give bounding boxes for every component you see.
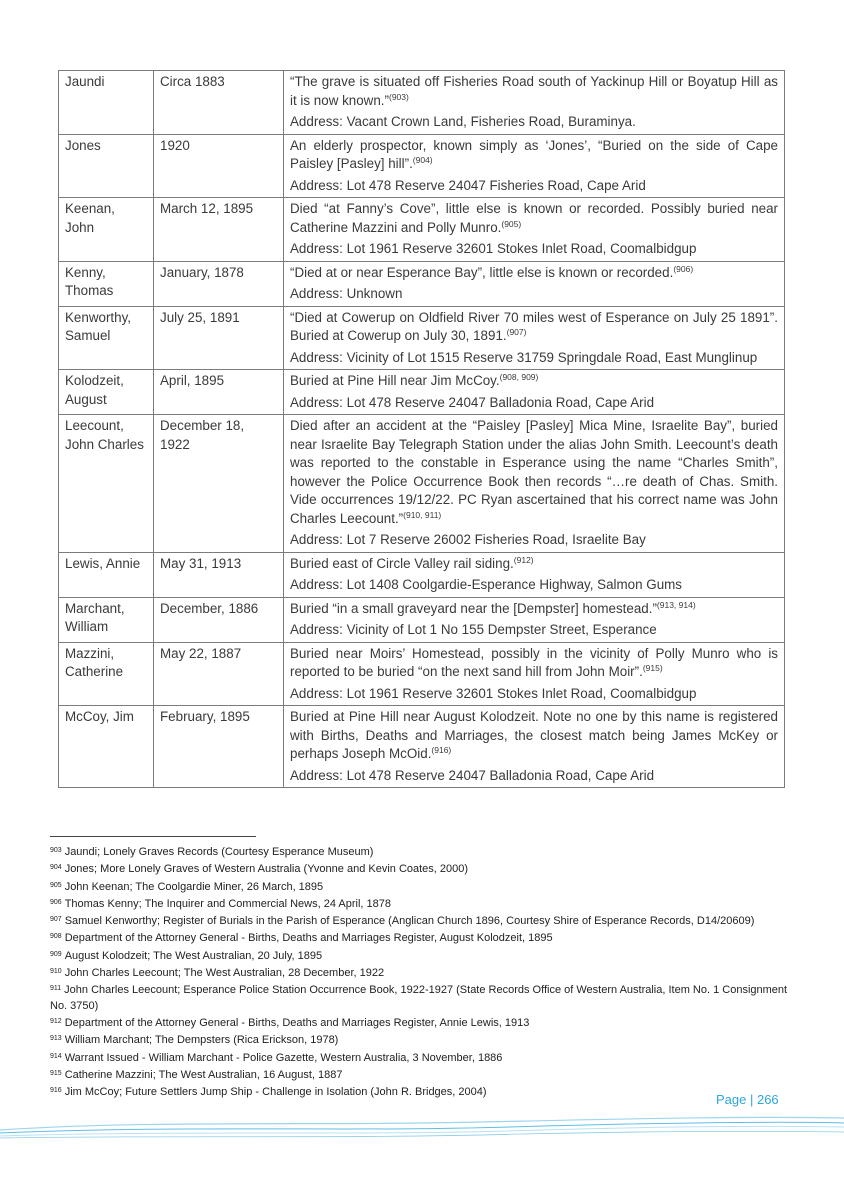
date-cell: 1920 [154, 134, 284, 198]
footnote-text: August Kolodzeit; The West Australian, 20 July, 1895 [64, 949, 323, 962]
description-cell [284, 415, 785, 553]
description-cell [284, 261, 785, 306]
description-text [290, 200, 778, 237]
table-row [59, 261, 785, 306]
date-cell: May 31, 1913 [154, 552, 284, 597]
description-text [290, 600, 778, 619]
footnote-number: 904 [50, 864, 62, 872]
name-cell: Marchant, William [59, 597, 154, 642]
description-body: Died after an accident at the “Paisley [Pasley] Mica Mine, Israelite Bay”, buried near Israelite Bay Telegraph Station under the alias John Smith. Leecount’s death was reported to the constable in Esperance using the name “Charles Smith”, however the Police Occurrence Book then records “…re death of Chas. Smith. Vide occurrences 19/12/22. PC Ryan ascertained that his correct name was John Charles Leecount.” [290, 418, 778, 526]
description-cell [284, 198, 785, 262]
table-row [59, 134, 785, 198]
address-text: Address: Lot 478 Reserve 24047 Balladonia Road, Cape Arid [290, 767, 655, 783]
footnote [50, 895, 790, 912]
footnote-text: Department of the Attorney General - Births, Deaths and Marriages Register, Annie Lewis, 1913 [64, 1016, 530, 1029]
table-row [59, 642, 785, 706]
footnote-number: 914 [50, 1052, 62, 1060]
name-cell: Kenny, Thomas [59, 261, 154, 306]
footer-wave-decoration [0, 1108, 844, 1148]
address-text: Address: Vicinity of Lot 1 No 155 Dempster Street, Esperance [290, 622, 657, 637]
footnote-text: Department of the Attorney General - Births, Deaths and Marriages Register, August Kolodzeit, 1895 [64, 932, 553, 945]
table-row [59, 415, 785, 553]
footnote [50, 912, 790, 929]
footnote-number: 916 [50, 1087, 62, 1095]
description-cell [284, 706, 785, 788]
footnote [50, 860, 790, 877]
footnote-reference: (910, 911) [403, 509, 442, 520]
footnote [50, 964, 790, 981]
date-cell: Circa 1883 [154, 71, 284, 135]
name-cell: Jones [59, 134, 154, 198]
table-row [59, 370, 785, 415]
footnote-text: Catherine Mazzini; The West Australian, 16 August, 1887 [64, 1068, 343, 1081]
address-text: Address: Unknown [290, 286, 403, 301]
description-body: Buried at Pine Hill near August Kolodzeit. Note no one by this name is registered with Births, Deaths and Marriages, the closest match being James McKey or perhaps Joseph McOid. [290, 709, 778, 761]
description-cell [284, 370, 785, 415]
graves-table-body [59, 71, 785, 788]
footnote-number: 908 [50, 933, 62, 941]
page-number: Page | 266 [716, 1092, 779, 1107]
date-cell: April, 1895 [154, 370, 284, 415]
description-cell [284, 642, 785, 706]
table-row [59, 597, 785, 642]
footnote-reference: (904) [412, 155, 433, 165]
footnote [50, 1014, 790, 1031]
address-text: Address: Lot 1408 Coolgardie-Esperance Highway, Salmon Gums [290, 577, 683, 592]
footnote-text: Jones; More Lonely Graves of Western Australia (Yvonne and Kevin Coates, 2000) [64, 863, 469, 876]
address-text: Address: Vacant Crown Land, Fisheries Road, Buraminya. [290, 114, 636, 129]
description-text [290, 73, 778, 110]
footnote-reference: (908, 909) [499, 372, 539, 382]
description-text [290, 137, 778, 174]
table-row [59, 198, 785, 262]
description-cell [284, 552, 785, 597]
footnote-reference: (905) [501, 218, 522, 229]
date-cell: December, 1886 [154, 597, 284, 642]
name-cell: Lewis, Annie [59, 552, 154, 597]
footnote [50, 1031, 790, 1048]
description-cell [284, 306, 785, 370]
footnote-text: Warrant Issued - William Marchant - Police Gazette, Western Australia, 3 November, 1886 [64, 1051, 503, 1064]
footnote [50, 843, 790, 860]
footnote-reference: (903) [388, 91, 409, 102]
address-text: Address: Lot 7 Reserve 26002 Fisheries Road, Israelite Bay [290, 532, 646, 547]
description-text [290, 417, 778, 528]
footnote-text: Jaundi; Lonely Graves Records (Courtesy Esperance Museum) [64, 846, 374, 858]
description-body: Died “at Fanny’s Cove”, little else is known or recorded. Possibly buried near Catherine Mazzini and Polly Munro. [290, 201, 778, 235]
date-cell: December 18, 1922 [154, 415, 284, 553]
name-cell: Jaundi [59, 71, 154, 135]
description-body: Buried “in a small graveyard near the [Dempster] homestead.” [290, 600, 657, 616]
footnote-number: 913 [50, 1035, 62, 1043]
footnote-reference: (906) [673, 263, 694, 274]
name-cell: Mazzini, Catherine [59, 642, 154, 706]
name-cell: McCoy, Jim [59, 706, 154, 788]
description-body: Buried at Pine Hill near Jim McCoy. [290, 373, 500, 388]
footnote-reference: (916) [431, 745, 452, 755]
footnote [50, 981, 790, 1014]
footnote-text: John Charles Leecount; The West Australian, 28 December, 1922 [64, 967, 385, 980]
address-text: Address: Lot 1961 Reserve 32601 Stokes Inlet Road, Coomalbidgup [290, 685, 697, 701]
footnote-rule [50, 836, 256, 837]
footnote [50, 929, 790, 946]
footnote-text: Samuel Kenworthy; Register of Burials in the Parish of Esperance (Anglican Church 1896, Courtesy Shire of Esperance Records, D14/20609) [64, 915, 755, 928]
footnote-number: 903 [50, 847, 62, 854]
footnote-number: 910 [50, 968, 62, 976]
table-row [59, 306, 785, 370]
name-cell: Kenworthy, Samuel [59, 306, 154, 370]
description-cell [284, 134, 785, 198]
description-body: Buried east of Circle Valley rail siding. [290, 555, 514, 571]
description-body: “Died at or near Esperance Bay”, little else is known or recorded. [290, 264, 674, 280]
graves-table [58, 70, 785, 788]
date-cell: January, 1878 [154, 261, 284, 306]
description-text [290, 309, 778, 346]
description-body: An elderly prospector, known simply as ‘Jones’, “Buried on the side of Cape Paisley [Pasley] hill”. [290, 137, 778, 171]
footnote-text: William Marchant; The Dempsters (Rica Erickson, 1978) [64, 1034, 339, 1047]
description-cell [284, 597, 785, 642]
footnote-number: 906 [50, 898, 62, 906]
description-text [290, 645, 778, 682]
footnote-number: 912 [50, 1017, 62, 1025]
date-cell: March 12, 1895 [154, 198, 284, 262]
date-cell: May 22, 1887 [154, 642, 284, 706]
footnote-reference: (913, 914) [656, 599, 696, 610]
footnote-text: John Keenan; The Coolgardie Miner, 26 March, 1895 [64, 880, 324, 893]
description-body: “Died at Cowerup on Oldfield River 70 miles west of Esperance on July 25 1891”. Buried at Cowerup on July 30, 1891. [290, 309, 778, 343]
description-text [290, 264, 778, 283]
description-body: Buried near Moirs’ Homestead, possibly in the vicinity of Polly Munro who is reported to be buried “on the next sand hill from John Moir”. [290, 645, 778, 679]
footnotes [50, 843, 790, 1100]
footnote-text: Jim McCoy; Future Settlers Jump Ship - Challenge in Isolation (John R. Bridges, 2004) [64, 1086, 487, 1099]
footnote-number: 905 [50, 881, 62, 889]
footnote [50, 878, 790, 895]
name-cell: Keenan, John [59, 198, 154, 262]
footnote-reference: (907) [506, 327, 527, 337]
footnote-number: 915 [50, 1069, 62, 1077]
footnote-number: 911 [50, 985, 62, 993]
date-cell: February, 1895 [154, 706, 284, 788]
name-cell: Leecount, John Charles [59, 415, 154, 553]
footnote-reference: (912) [513, 554, 534, 565]
footnote-number: 909 [50, 950, 62, 958]
date-cell: July 25, 1891 [154, 306, 284, 370]
address-text: Address: Lot 1961 Reserve 32601 Stokes Inlet Road, Coomalbidgup [290, 241, 697, 256]
description-text [290, 372, 778, 391]
table-row [59, 71, 785, 135]
footnote-reference: (915) [642, 663, 663, 673]
description-text [290, 708, 778, 764]
footnote [50, 1066, 790, 1083]
address-text: Address: Vicinity of Lot 1515 Reserve 31759 Springdale Road, East Munglinup [290, 349, 758, 365]
table-row [59, 706, 785, 788]
address-text: Address: Lot 478 Reserve 24047 Fisheries Road, Cape Arid [290, 177, 646, 193]
address-text: Address: Lot 478 Reserve 24047 Balladonia Road, Cape Arid [290, 394, 655, 410]
footnote-text: Thomas Kenny; The Inquirer and Commercial News, 24 April, 1878 [64, 897, 391, 910]
footnote [50, 1083, 790, 1100]
description-text [290, 555, 778, 574]
description-body: “The grave is situated off Fisheries Road south of Yackinup Hill or Boyatup Hill as it is now known.” [290, 74, 778, 108]
footnote [50, 947, 790, 964]
footnote-text: John Charles Leecount; Esperance Police Station Occurrence Book, 1922-1927 (State Records Office of Western Australia, Item No. 1 Consignment No. 3750) [50, 984, 788, 1012]
table-row [59, 552, 785, 597]
footnote [50, 1049, 790, 1066]
description-cell [284, 71, 785, 135]
footnote-number: 907 [50, 916, 62, 924]
name-cell: Kolodzeit, August [59, 370, 154, 415]
